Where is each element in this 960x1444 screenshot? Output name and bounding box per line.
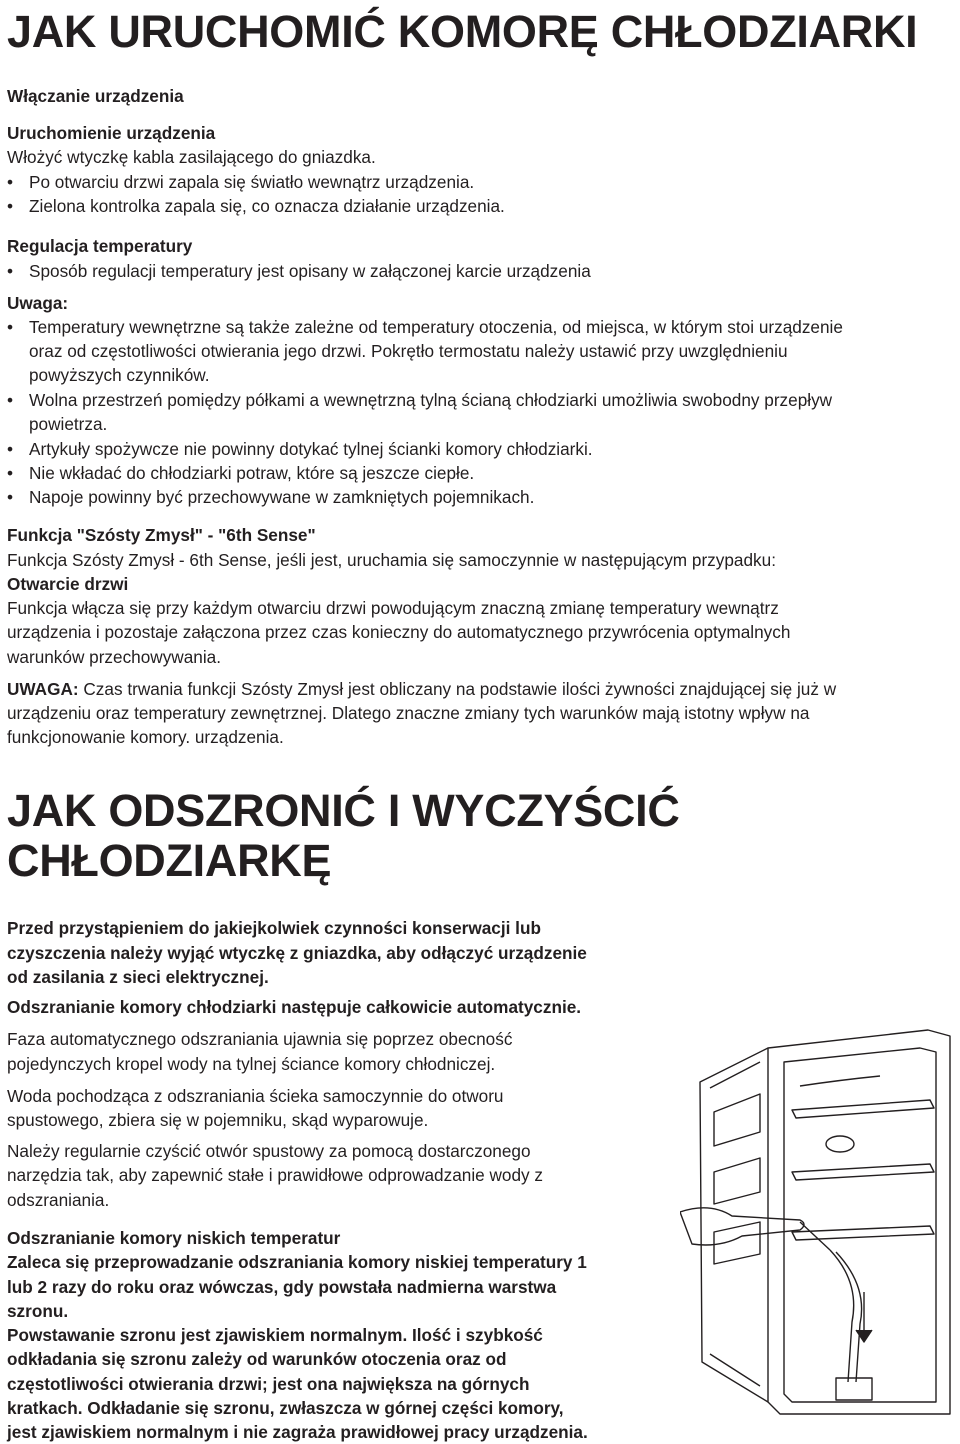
intro-line: Przed przystąpieniem do jakiejkolwiek czynności konserwacji lub	[7, 918, 541, 938]
para3-line: odszraniania.	[7, 1190, 110, 1210]
section-title-start-fridge: JAK URUCHOMIĆ KOMORĘ CHŁODZIARKI	[7, 6, 918, 57]
para2-line: spustowego, zbiera się w pojemniku, skąd wyparowuje.	[7, 1110, 429, 1130]
low-temp-line: Zaleca się przeprowadzanie odszraniania komory niskiej temperatury 1	[7, 1252, 587, 1272]
fridge-shelf	[792, 1164, 934, 1180]
low-temp-line: lub 2 razy do roku oraz wówczas, gdy powstała nadmierna warstwa	[7, 1277, 557, 1297]
fridge-shelf	[792, 1100, 934, 1118]
low-temp-line: odkładania się szronu zależy od warunków otoczenia oraz od	[7, 1349, 507, 1369]
low-temp-heading: Odszranianie komory niskich temperatur	[7, 1228, 341, 1248]
fridge-shelf	[792, 1226, 934, 1240]
door-line: warunków przechowywania.	[7, 647, 221, 667]
low-temp-line: częstotliwości otwierania drzwi; jest ona największa na górnych	[7, 1374, 530, 1394]
switching-on-heading: Włączanie urządzenia	[7, 86, 184, 106]
para1-line: pojedynczych kropel wody na tylnej ściance komory chłodniczej.	[7, 1054, 496, 1074]
warning-line: funkcjonowanie komory. urządzenia.	[7, 727, 284, 747]
startup-heading: Uruchomienie urządzenia	[7, 123, 216, 143]
auto-defrost: Odszranianie komory chłodziarki następuje całkowicie automatycznie.	[7, 997, 582, 1017]
door-heading: Otwarcie drzwi	[7, 574, 129, 594]
sixth-sense-text: Funkcja Szósty Zmysł - 6th Sense, jeśli jest, uruchamia się samoczynnie w następującym przypadku:	[7, 550, 776, 570]
fridge-illustration	[680, 1022, 958, 1420]
note-bullet-cont: powietrza.	[29, 414, 108, 434]
intro-line: od zasilania z sieci elektrycznej.	[7, 967, 269, 987]
para3-line: narzędzia tak, aby zapewnić stałe i prawidłowe odprowadzanie wody z	[7, 1165, 543, 1185]
sixth-sense-heading: Funkcja "Szósty Zmysł" - "6th Sense"	[7, 525, 316, 545]
warning-line: urządzeniu oraz temperatury zewnętrznej. Dlatego znaczne zmiany tych warunków mają istotny wpływ na	[7, 703, 810, 723]
warning-label: UWAGA:	[7, 679, 79, 699]
door-line: urządzenia i pozostaje załączona przez czas konieczny do automatycznego przywrócenia optymalnych	[7, 622, 791, 642]
note-heading: Uwaga:	[7, 293, 69, 313]
note-bullet-cont: powyższych czynników.	[29, 365, 210, 385]
para3-line: Należy regularnie czyścić otwór spustowy za pomocą dostarczonego	[7, 1141, 531, 1161]
low-temp-line: kratkach. Odkładanie się szronu, zwłaszcza w górnej części komory,	[7, 1398, 564, 1418]
note-bullet-cont: oraz od częstotliwości otwierania jego drzwi. Pokrętło termostatu należy ustawić przy uwzględnieniu	[29, 341, 788, 361]
temp-heading: Regulacja temperatury	[7, 236, 193, 256]
drip-tray	[836, 1378, 872, 1400]
startup-text: Włożyć wtyczkę kabla zasilającego do gniazdka.	[7, 147, 376, 167]
door-line: Funkcja włącza się przy każdym otwarciu drzwi powodującym znaczną zmianę temperatury wewnątrz	[7, 598, 779, 618]
fridge-cabinet	[768, 1030, 950, 1414]
section-title-defrost: JAK ODSZRONIĆ I WYCZYŚCIĆ CHŁODZIARKĘ	[7, 785, 680, 886]
para1-line: Faza automatycznego odszraniania ujawnia się poprzez obecność	[7, 1029, 513, 1049]
fridge-door	[700, 1048, 768, 1402]
warning-line	[7, 677, 836, 701]
low-temp-line: jest zjawiskiem normalnym i nie zagraża prawidłowej pracy urządzenia.	[7, 1422, 588, 1442]
low-temp-line: szronu.	[7, 1301, 69, 1321]
low-temp-line: Powstawanie szronu jest zjawiskiem normalnym. Ilość i szybkość	[7, 1325, 543, 1345]
para2-line: Woda pochodząca z odszraniania ścieka samoczynnie do otworu	[7, 1086, 504, 1106]
arrow-down-icon	[856, 1292, 872, 1342]
intro-line: czyszczenia należy wyjąć wtyczkę z gniazdka, aby odłączyć urządzenie	[7, 943, 587, 963]
warning-text: Czas trwania funkcji Szósty Zmysł jest obliczany na podstawie ilości żywności znajdującej się już w	[78, 679, 837, 699]
